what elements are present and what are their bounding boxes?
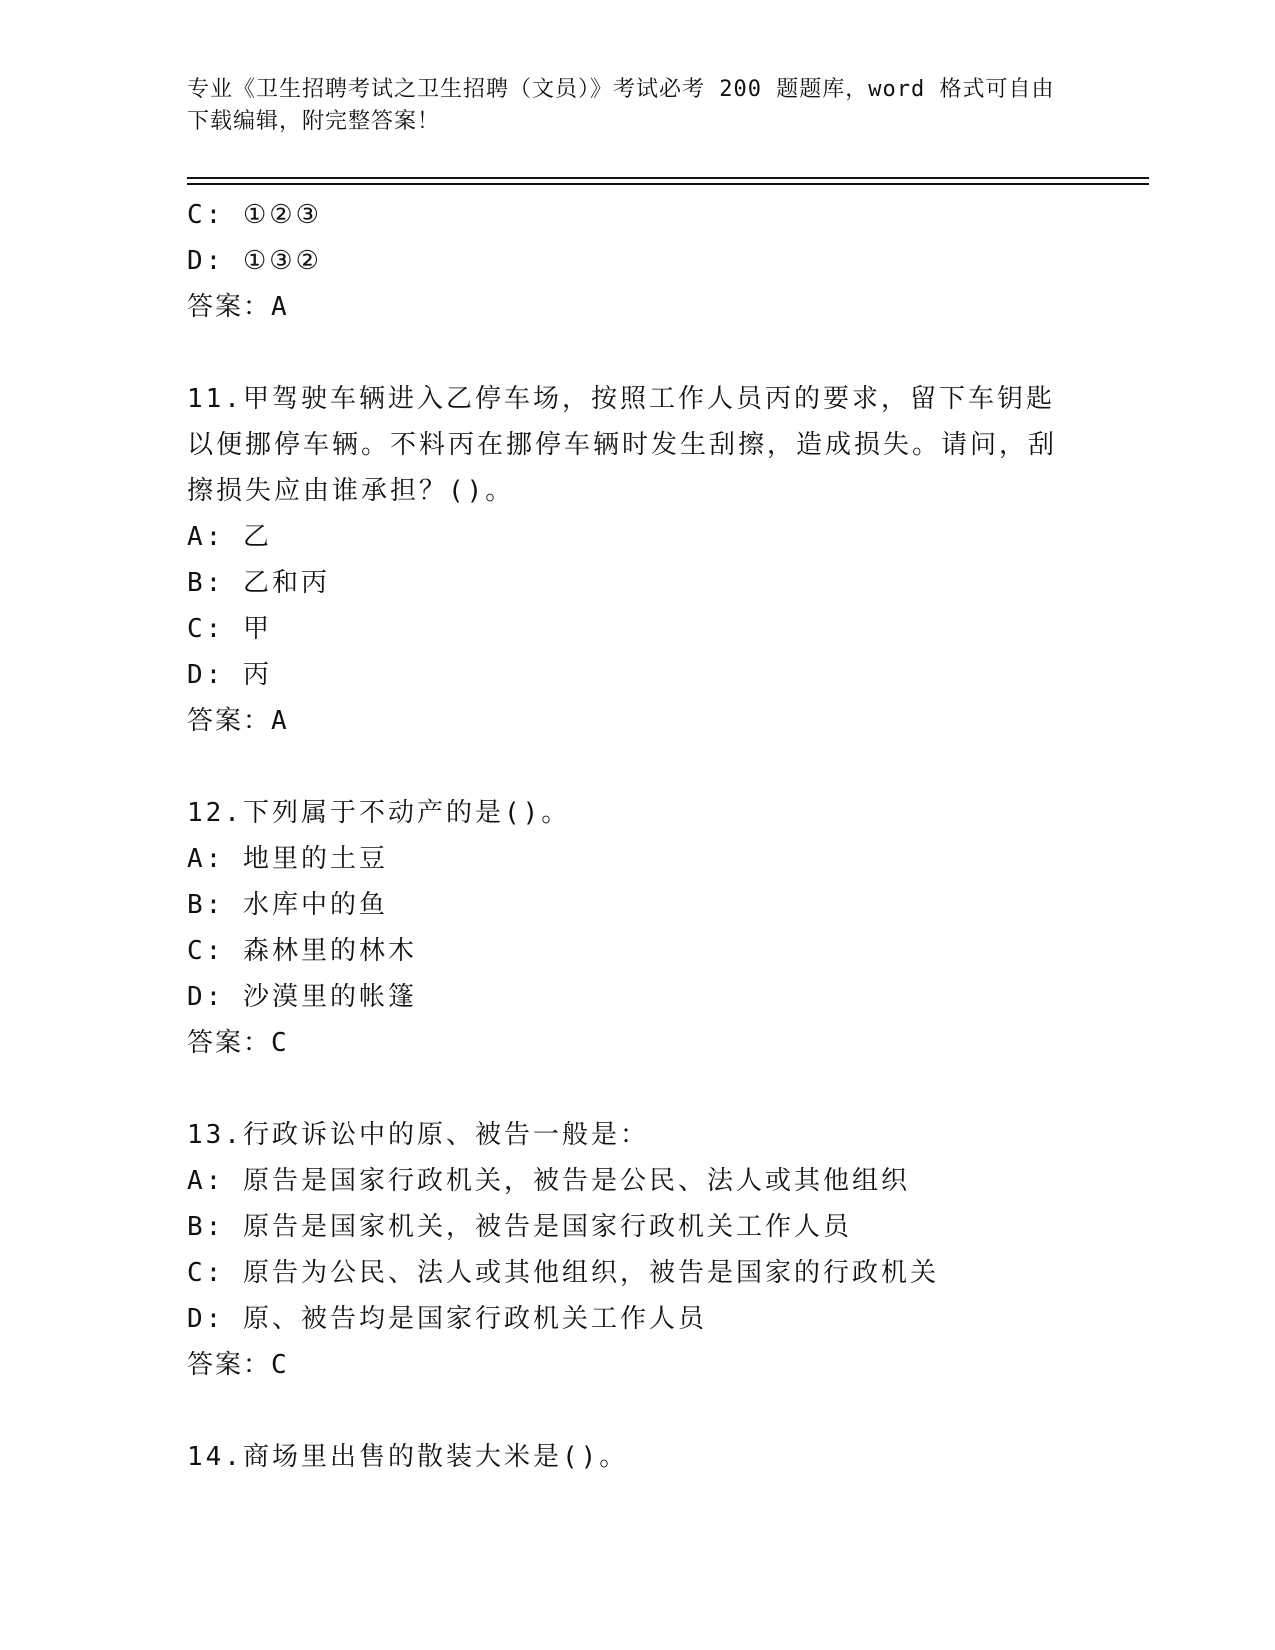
spacer [187,1066,1087,1112]
option-letter: B: [187,890,225,920]
option-row [187,1296,1087,1342]
option-letter: C: [187,614,225,644]
spacer [187,1388,1087,1434]
answer-line: 答案：A [187,292,289,322]
option-row [187,652,1087,698]
answer-line: 答案：A [187,706,289,736]
header-rule-bottom [187,183,1149,185]
option-text: 乙和丙 [242,568,330,598]
option-row [187,560,1087,606]
question-stem: 14.商场里出售的散装大米是()。 [187,1442,629,1472]
question-content [187,192,1087,1480]
option-row [187,974,1087,1020]
option-text: ①②③ [242,200,322,230]
option-letter: B: [187,1212,225,1242]
option-letter: A: [187,522,225,552]
option-text: 地里的土豆 [242,844,388,874]
option-letter: D: [187,246,225,276]
option-row [187,882,1087,928]
question-stem: 13.行政诉讼中的原、被告一般是： [187,1120,649,1150]
option-text: 丙 [242,660,272,690]
option-text: 甲 [242,614,272,644]
question-stem: 11.甲驾驶车辆进入乙停车场，按照工作人员丙的要求，留下车钥匙以便挪停车辆。不料丙在挪停车辆时发生刮擦，造成损失。请问，刮擦损失应由谁承担？()。 [187,384,1058,506]
option-row [187,928,1087,974]
answer-line: 答案：C [187,1028,289,1058]
option-letter: B: [187,568,225,598]
option-letter: D: [187,1304,225,1334]
option-text: 乙 [242,522,272,552]
option-row [187,1158,1087,1204]
option-row [187,1204,1087,1250]
option-text: 原告是国家行政机关，被告是公民、法人或其他组织 [242,1166,910,1196]
option-letter: A: [187,1166,225,1196]
document-header: 专业《卫生招聘考试之卫生招聘（文员）》考试必考 200 题题库，word 格式可自由下载编辑，附完整答案！ [187,77,1055,134]
option-letter: A: [187,844,225,874]
option-row [187,1250,1087,1296]
option-row [187,514,1087,560]
question-stem: 12.下列属于不动产的是()。 [187,798,571,828]
option-letter: C: [187,1258,225,1288]
option-text: 水库中的鱼 [242,890,388,920]
option-letter: D: [187,982,225,1012]
spacer [187,744,1087,790]
option-row [187,192,1087,238]
option-letter: C: [187,936,225,966]
option-letter: D: [187,660,225,690]
header-rule-top [187,177,1149,179]
option-letter: C: [187,200,225,230]
option-text: ①③② [242,246,322,276]
answer-line: 答案：C [187,1350,289,1380]
option-text: 原告是国家机关，被告是国家行政机关工作人员 [242,1212,852,1242]
spacer [187,330,1087,376]
option-row [187,836,1087,882]
option-text: 原、被告均是国家行政机关工作人员 [242,1304,707,1334]
option-text: 原告为公民、法人或其他组织，被告是国家的行政机关 [242,1258,939,1288]
option-text: 森林里的林木 [242,936,417,966]
option-text: 沙漠里的帐篷 [242,982,417,1012]
option-row [187,606,1087,652]
option-row [187,238,1087,284]
